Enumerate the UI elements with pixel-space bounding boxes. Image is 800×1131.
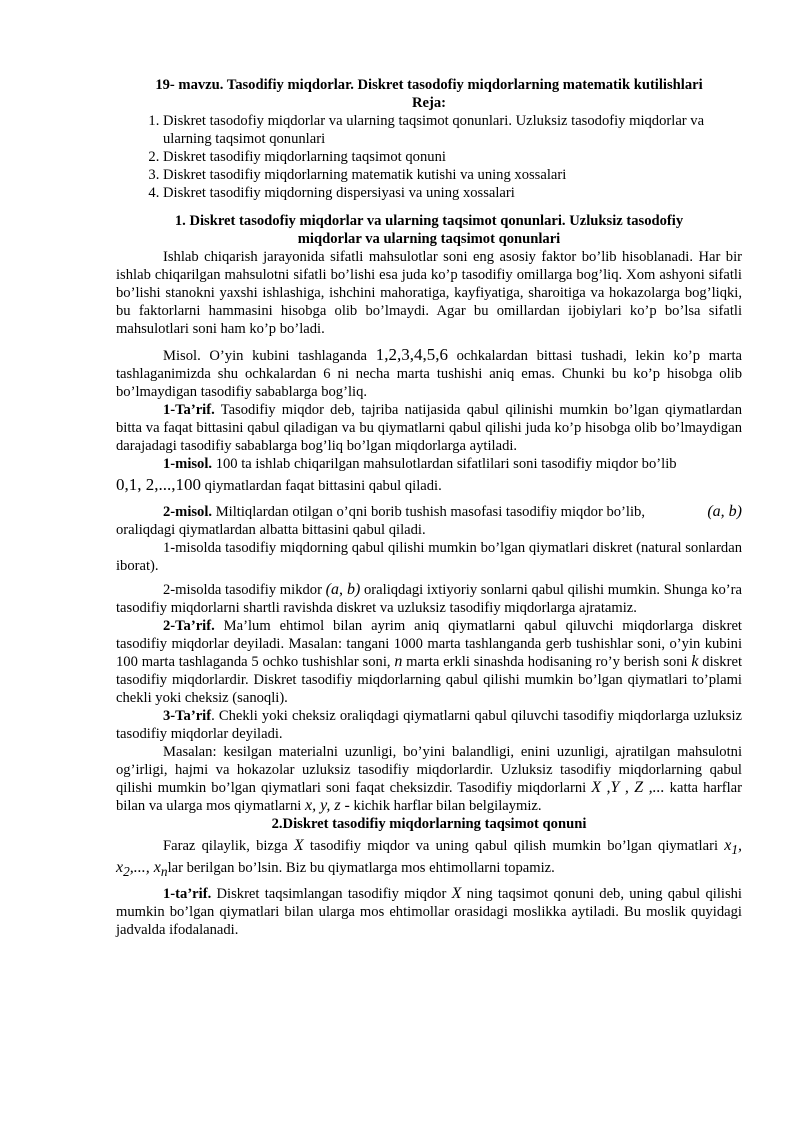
paragraph-example-2-cont: oraliqdagi qiymatlardan albatta bittasini qabul qiladi. (116, 522, 426, 538)
paragraph-example-1-note: 1-misolda tasodifiy miqdorning qabul qilishi mumkin bo’lgan qiymatlari diskret (natural sonlardan iborat). (116, 540, 742, 574)
definition-3-text: . Chekli yoki cheksiz oraliqdagi qiymatlarni qabul qiluvchi tasodifiy miqdorlarga uzluksiz tasodifiy miqdorlar deyiladi. (116, 708, 742, 742)
example-1-tail: qiymatlardan faqat bittasini qabul qiladi. (201, 478, 442, 494)
interval-formula: (a, b) (707, 503, 742, 520)
definition-4-text-b: ning taqsimot qonuni deb, uning qabul qilishi mumkin bo’lgan qiymatlari bilan ularga mos ehtimollar orasidagi moslikka aytiladi. Bu moslik quyidagi jadvalda ifodalanadi. (116, 886, 742, 939)
interval-formula: (a, b) (325, 581, 361, 598)
uppercase-variables-formula: X ,Y , Z ,... (591, 779, 665, 796)
faraz-text-c: lar berilgan bo’lsin. Biz bu qiymatlarga mos ehtimollarni topamiz. (167, 860, 555, 877)
definition-1-label: 1-Ta’rif. (163, 402, 215, 418)
masalan-text-a: Masalan: kesilgan materialni uzunligi, bo’yini balandligi, enini uzunligi, ajratilgan mahsulotni og’irligi, hajmi va hokazolar uzluksiz tasodifiy miqdorlardir. Uzluksiz tasodifiy miqdorlarning qabul qilishi mumkin bo’lgan qiymatlari soni faqat cheksizdir. Tasodifiy miqdorlarni (116, 744, 742, 796)
paragraph-misol (116, 346, 742, 401)
document-page (116, 76, 742, 939)
masalan-text-c: kichik harflar bilan belgilaymiz. (349, 798, 542, 814)
section-1-heading: 1. Diskret tasodofiy miqdorlar va ularning taqsimot qonunlari. Uzluksiz tasodofiy miqdorlar va ularning taqsimot qonunlari (174, 213, 684, 247)
plan-list (116, 112, 742, 202)
example-2-label: 2-misol. (163, 504, 213, 520)
faraz-text-b: tasodifiy miqdor va uning qabul qilish mumkin bo’lgan qiymatlari (303, 838, 725, 854)
note-2-text-b: oraliqdagi ixtiyoriy sonlarni qabul qilishi mumkin. Shunga ko’ra tasodifiy miqdorlarni shartli ravishda diskret va uzluksiz tasodifiy miqdorlarga ajratamiz. (116, 582, 742, 616)
paragraph-faraz (116, 837, 742, 881)
paragraph-definition-4 (116, 885, 742, 939)
paragraph-intro: Ishlab chiqarish jarayonida sifatli mahsulotlar soni eng asosiy faktor bo’lib hisoblanadi. Har bir ishlab chiqarilgan mahsulotni sifatli bo’lishi esa juda ko’p tasodifiy omillarga bog’liq. Xom ashyoni sifatli bo’lishi stanokni yaxshi ishlashiga, ishchini mahoratiga, kayfiyatiga, sharoitiga va hokazolarga bog’liqki, bu faktorlarni hammasini hisobga olib bo’lmaydi. Agar bu omillardan ijobiylari ko’p bo’lsa sifatli mahsulotlari soni ham ko’p bo’ladi. (116, 249, 742, 337)
definition-4-label: 1-ta’rif. (163, 886, 212, 903)
definition-3-label: 3-Ta’rif (163, 708, 212, 724)
variable-k: k (691, 653, 699, 670)
variable-X: X (451, 885, 462, 903)
misol-text-b: ochkalardan bittasi tushadi, lekin ko’p marta tashlaganimizda shu ochkalardan 6 ni necha marta tushishi aniq emas. Chunki bu ko’p hisobga olib bo’lmaydigan tasodifiy sabablarga bog’liq. (116, 348, 742, 400)
definition-2-text-a: Ma’lum ehtimol bilan ayrim aniq qiymatlarni qabul qiluvchi miqdorlarga diskret tasodifiy miqdorlar deyiladi. Masalan: tangani 1000 marta tashlanganda gerb tushishlar soni, o’yin kubini 100 marta tashlaganda 5 ochko tushishlar soni, (116, 618, 742, 670)
definition-2-label: 2-Ta’rif. (163, 618, 215, 634)
variable-X: X (293, 837, 304, 854)
paragraph-definition-3 (116, 707, 742, 743)
paragraph-example-2 (116, 503, 742, 521)
paragraph-example-1 (116, 455, 742, 473)
faraz-text-a: Faraz qilaylik, bizga (163, 838, 294, 854)
paragraph-masalan (116, 743, 742, 815)
paragraph-definition-2 (116, 617, 742, 707)
masalan-text-b: katta harflar bilan va ularga mos qiymatlarni (116, 780, 743, 814)
lowercase-variables-formula: x, y, z - (305, 797, 350, 814)
dice-values-formula: 1,2,3,4,5,6 (375, 345, 448, 364)
plan-item: 3. Diskret tasodifiy miqdorlarning matematik kutishi va uning xossalari (163, 166, 742, 184)
definition-2-text-c: diskret tasodifiy miqdorlardir. Diskret tasodifiy miqdorlarning qabul qilishi mumkin bo’lgan qiymatlari to’plami chekli yoki cheksiz (sanoqli). (116, 654, 742, 706)
paragraph-example-1-cont (116, 476, 742, 495)
misol-text-a: . O’yin kubini tashlaganda (197, 348, 376, 364)
plan-item: 4. Diskret tasodifiy miqdorning dispersiyasi va uning xossalari (163, 184, 742, 202)
example-2-text: Miltiqlardan otilgan o’qni borib tushish masofasi tasodifiy miqdor bo’lib, (212, 504, 645, 520)
plan-item: 1. Diskret tasodofiy miqdorlar va ularning taqsimot qonunlari. Uzluksiz tasodofiy miqdorlar va ularning taqsimot qonunlari (163, 112, 742, 148)
paragraph-definition-1 (116, 401, 742, 455)
page-title: 19- mavzu. Tasodifiy miqdorlar. Diskret tasodofiy miqdorlarning matematik kutilishlari (155, 77, 703, 93)
example-1-text: 100 ta ishlab chiqarilgan mahsulotlardan sifatlilari soni tasodifiy miqdor bo’lib (212, 456, 677, 472)
misol-label: Misol (163, 348, 198, 364)
definition-1-text: Tasodifiy miqdor deb, tajriba natijasida qabul qilinishi mumkin bo’lgan qiymatlardan bitta va faqat bittasini qabul qiladigan va bu qiymatlarni qabul qilishi juda ko’p hisobga olib bo’lmaydigan darajadagi tasodifiy sabablarga bog’liq bo’lgan miqdorlarga aytiladi. (116, 402, 742, 454)
plan-item: 2. Diskret tasodifiy miqdorlarning taqsimot qonuni (163, 148, 742, 166)
paragraph-example-2-note (116, 581, 742, 617)
section-2-heading: 2.Diskret tasodifiy miqdorlarning taqsimot qonuni (271, 816, 587, 832)
example-1-label: 1-misol. (163, 456, 213, 472)
plan-heading: Reja: (411, 95, 447, 111)
definition-2-text-b: marta erkli sinashda hodisaning ro’y berish soni (402, 654, 692, 670)
definition-4-text-a: Diskret taqsimlangan tasodifiy miqdor (211, 886, 452, 903)
note-2-text-a: 2-misolda tasodifiy mikdor (163, 582, 326, 598)
range-formula: 0,1, 2,...,100 (116, 475, 201, 494)
values-sequence-formula: $x_1$, $x_2$,..., $x_n$ (116, 837, 742, 880)
variable-n: n (394, 653, 403, 670)
